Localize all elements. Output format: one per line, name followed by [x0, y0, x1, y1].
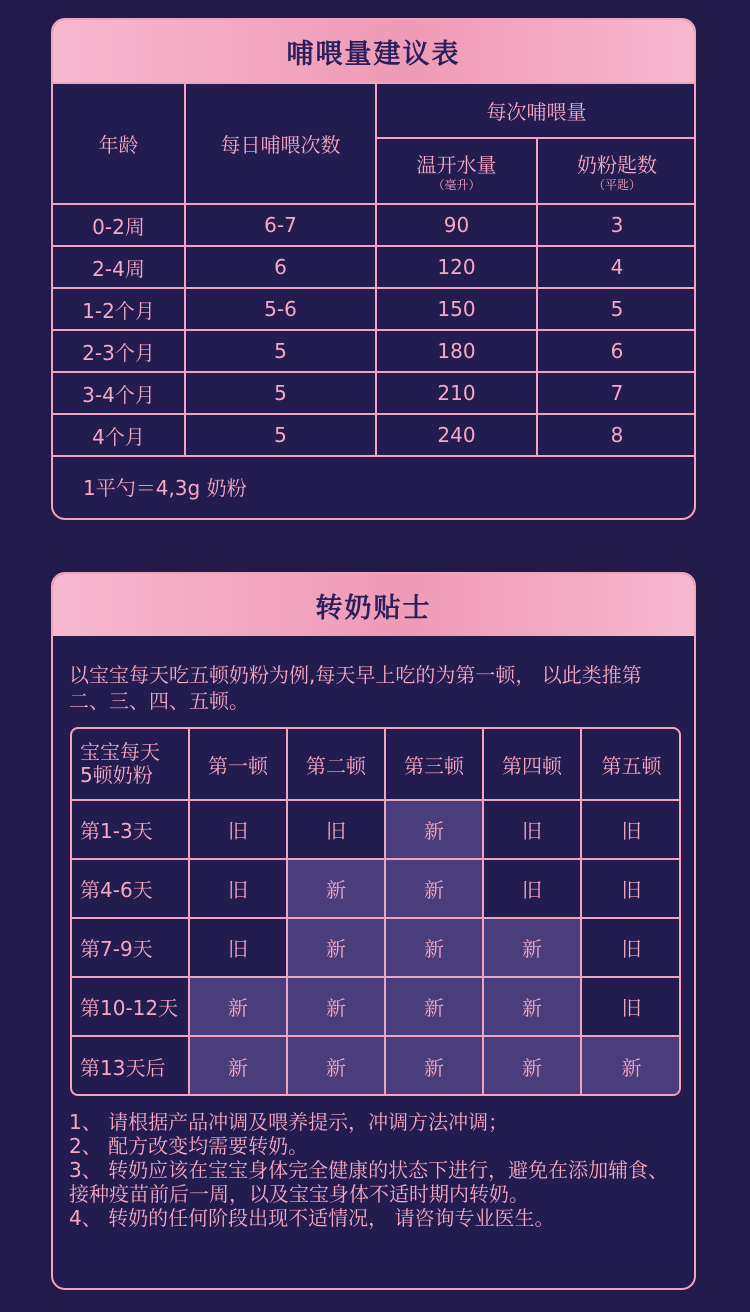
- row-label: 第13天后: [71, 1036, 189, 1096]
- switch-schedule-table: [70, 727, 681, 1096]
- table-row: [52, 246, 696, 288]
- table-row: [52, 372, 696, 414]
- schedule-cell: 新: [581, 1036, 681, 1096]
- tip-item: 3、 转奶应该在宝宝身体完全健康的状态下进行，避免在添加辅食、接种疫苗前后一周，以及宝宝身体不适时期内转奶。: [69, 1158, 669, 1206]
- schedule-row: [71, 918, 681, 977]
- cell-count: 5: [185, 414, 376, 456]
- schedule-cell: 旧: [189, 859, 287, 918]
- schedule-row: [71, 800, 681, 859]
- cell-water: 120: [376, 246, 537, 288]
- column-header: 第五顿: [581, 728, 681, 800]
- cell-water: 150: [376, 288, 537, 330]
- cell-age: 2-4周: [52, 246, 185, 288]
- cell-count: 6-7: [185, 204, 376, 246]
- cell-age: 0-2周: [52, 204, 185, 246]
- switch-schedule-table-frame: [70, 727, 681, 1096]
- header-water: [376, 138, 537, 204]
- tip-item: 1、 请根据产品冲调及喂养提示，冲调方法冲调；: [69, 1110, 509, 1134]
- cell-scoops: 5: [537, 288, 696, 330]
- schedule-cell: 旧: [581, 977, 681, 1036]
- header-water-unit: （毫升）: [432, 178, 481, 193]
- header-scoops: [537, 138, 696, 204]
- schedule-row: [71, 977, 681, 1036]
- table-row: [52, 330, 696, 372]
- switch-card-title: 转奶贴士: [53, 574, 694, 636]
- cell-scoops: 6: [537, 330, 696, 372]
- switch-tips-list: [69, 1110, 684, 1230]
- cell-age: 2-3个月: [52, 330, 185, 372]
- schedule-cell: 新: [287, 1036, 385, 1096]
- header-age: 年龄: [52, 83, 185, 204]
- corner-line-1: 宝宝每天: [80, 740, 160, 764]
- cell-scoops: 8: [537, 414, 696, 456]
- feeding-table: [51, 82, 696, 457]
- schedule-cell: 新: [483, 918, 581, 977]
- row-label: 第1-3天: [71, 800, 189, 859]
- header-water-label: 温开水量: [416, 153, 497, 178]
- row-label: 第7-9天: [71, 918, 189, 977]
- cell-scoops: 3: [537, 204, 696, 246]
- schedule-cell: 旧: [581, 859, 681, 918]
- schedule-cell: 旧: [483, 800, 581, 859]
- schedule-cell: 旧: [581, 800, 681, 859]
- cell-water: 180: [376, 330, 537, 372]
- schedule-cell: 新: [385, 800, 483, 859]
- cell-age: 1-2个月: [52, 288, 185, 330]
- column-header: 第一顿: [189, 728, 287, 800]
- schedule-row: [71, 1036, 681, 1096]
- tip-item: 4、 转奶的任何阶段出现不适情况， 请咨询专业医生。: [69, 1206, 555, 1230]
- cell-count: 5: [185, 372, 376, 414]
- schedule-corner-header: [71, 728, 189, 800]
- schedule-cell: 新: [385, 1036, 483, 1096]
- cell-count: 5: [185, 330, 376, 372]
- header-per-feed: 每次哺喂量: [376, 83, 696, 138]
- feeding-card-title: 哺喂量建议表: [53, 20, 694, 82]
- row-label: 第10-12天: [71, 977, 189, 1036]
- schedule-cell: 旧: [189, 918, 287, 977]
- schedule-cell: 新: [385, 918, 483, 977]
- schedule-header-row: [71, 728, 681, 800]
- table-row: [52, 288, 696, 330]
- schedule-cell: 新: [189, 977, 287, 1036]
- column-header: 第二顿: [287, 728, 385, 800]
- table-row: [52, 414, 696, 456]
- table-row: [52, 204, 696, 246]
- header-daily-count: 每日哺喂次数: [185, 83, 376, 204]
- cell-scoops: 4: [537, 246, 696, 288]
- schedule-row: [71, 859, 681, 918]
- schedule-cell: 新: [483, 1036, 581, 1096]
- schedule-cell: 新: [483, 977, 581, 1036]
- schedule-cell: 新: [189, 1036, 287, 1096]
- cell-water: 90: [376, 204, 537, 246]
- column-header: 第三顿: [385, 728, 483, 800]
- schedule-cell: 旧: [483, 859, 581, 918]
- schedule-cell: 旧: [189, 800, 287, 859]
- feeding-amount-card: [51, 18, 696, 520]
- schedule-cell: 旧: [581, 918, 681, 977]
- header-scoops-label: 奶粉匙数: [577, 153, 657, 178]
- switch-intro-text: 以宝宝每天吃五顿奶粉为例,每天早上吃的为第一顿， 以此类推第二、三、四、五顿。: [69, 663, 642, 713]
- schedule-cell: 旧: [287, 800, 385, 859]
- cell-count: 6: [185, 246, 376, 288]
- row-label: 第4-6天: [71, 859, 189, 918]
- scoop-weight-note: 1平勺＝4,3g 奶粉: [83, 476, 247, 500]
- column-header: 第四顿: [483, 728, 581, 800]
- cell-scoops: 7: [537, 372, 696, 414]
- header-scoops-unit: （平匙）: [592, 178, 641, 193]
- cell-age: 4个月: [52, 414, 185, 456]
- cell-count: 5-6: [185, 288, 376, 330]
- schedule-cell: 新: [287, 859, 385, 918]
- schedule-cell: 新: [385, 859, 483, 918]
- schedule-cell: 新: [385, 977, 483, 1036]
- cell-water: 210: [376, 372, 537, 414]
- corner-line-2: 5顿奶粉: [80, 763, 153, 787]
- schedule-cell: 新: [287, 977, 385, 1036]
- formula-switch-card: [51, 572, 696, 1290]
- tip-item: 2、 配方改变均需要转奶。: [69, 1134, 309, 1158]
- cell-age: 3-4个月: [52, 372, 185, 414]
- cell-water: 240: [376, 414, 537, 456]
- schedule-cell: 新: [287, 918, 385, 977]
